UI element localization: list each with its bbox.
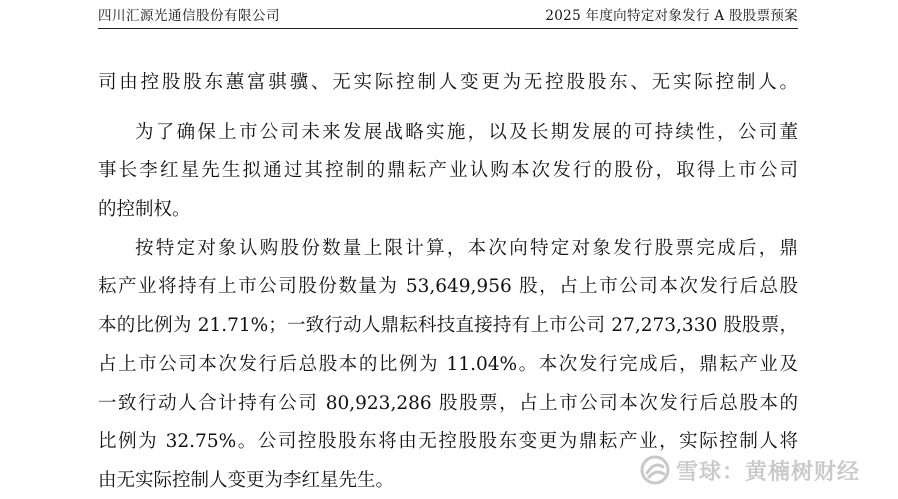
paragraph-3-line-2: 耘产业将持有上市公司股份数量为 53,649,956 股，占上市公司本次发行后总股 — [98, 276, 798, 297]
header-company-name: 四川汇源光通信股份有限公司 — [98, 8, 280, 24]
header-document-title: 2025 年度向特定对象发行 A 股股票预案 — [545, 8, 798, 24]
paragraph-2-line-2: 事长李红星先生拟通过其控制的鼎耘产业认购本次发行的股份，取得上市公司 — [98, 160, 798, 181]
watermark-text: 雪球：黄楠树财经 — [676, 459, 861, 485]
paragraph-3-line-3: 本的比例为 21.71%；一致行动人鼎耘科技直接持有上市公司 27,273,330 股股票， — [98, 315, 798, 336]
page-header — [98, 6, 798, 29]
paragraph-2-line-3: 的控制权。 — [98, 199, 191, 220]
paragraph-3-line-5: 一致行动人合计持有公司 80,923,286 股股票，占上市公司本次发行后总股本的 — [98, 393, 798, 414]
paragraph-1-line-1: 司由控股股东蕙富骐骥、无实际控制人变更为无控股股东、无实际控制人。 — [98, 72, 798, 93]
snowball-logo-icon — [640, 455, 670, 485]
paragraph-3-line-7: 由无实际控制人变更为李红星先生。 — [98, 470, 395, 491]
paragraph-3-line-6: 比例为 32.75%。公司控股股东将由无控股股东变更为鼎耘产业，实际控制人将 — [98, 431, 798, 452]
paragraph-2-line-1: 为了确保上市公司未来发展战略实施，以及长期发展的可持续性，公司董 — [135, 122, 798, 143]
paragraph-3-line-1: 按特定对象认购股份数量上限计算，本次向特定对象发行股票完成后，鼎 — [135, 238, 798, 259]
watermark — [640, 452, 860, 488]
paragraph-3-line-4: 占上市公司本次发行后总股本的比例为 11.04%。本次发行完成后，鼎耘产业及 — [98, 354, 798, 375]
